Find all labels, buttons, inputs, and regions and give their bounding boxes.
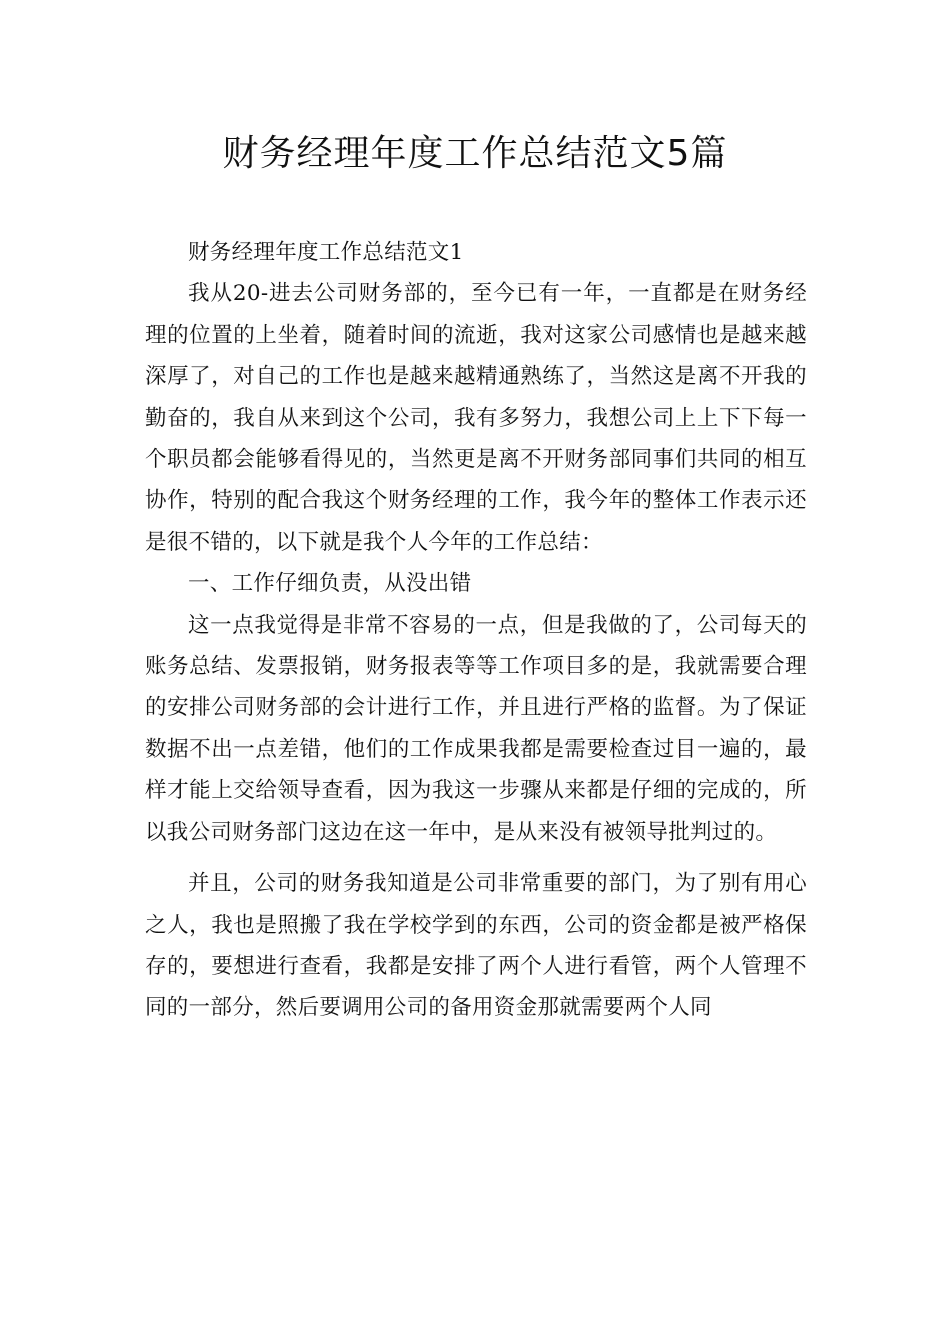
document-title: 财务经理年度工作总结范文5篇 [222, 133, 728, 174]
paragraph: 并且，公司的财务我知道是公司非常重要的部门，为了别有用心之人，我也是照搬了我在学校学到的东西，公司的资金都是被严格保存的，要想进行查看，我都是安排了两个人进行看管，两个人管理不同的一部分，然后要调用公司的备用资金那就需要两个人同 [145, 871, 807, 1021]
paragraph: 我从20-进去公司财务部的，至今已有一年，一直都是在财务经理的位置的上坐着，随着时间的流逝，我对这家公司感情也是越来越深厚了，对自己的工作也是越来越精通熟练了，当然这是离不开我的勤奋的，我自从来到这个公司，我有多努力，我想公司上上下下每一个职员都会能够看得见的，当然更是离不开财务部同事们共同的相互协作，特别的配合我这个财务经理的工作，我今年的整体工作表示还是很不错的，以下就是我个人今年的工作总结： [145, 281, 807, 555]
section-heading: 财务经理年度工作总结范文1 [188, 240, 464, 265]
paragraph: 这一点我觉得是非常不容易的一点，但是我做的了，公司每天的账务总结、发票报销，财务报表等等工作项目多的是，我就需要合理的安排公司财务部的会计进行工作，并且进行严格的监督。为了保证数据不出一点差错，他们的工作成果我都是需要检查过目一遍的，最样才能上交给领导查看，因为我这一步骤从来都是仔细的完成的，所以我公司财务部门这边在这一年中，是从来没有被领导批判过的。 [145, 612, 807, 845]
subsection-heading: 一、工作仔细负责，从没出错 [188, 571, 472, 597]
document-body [145, 232, 807, 1029]
